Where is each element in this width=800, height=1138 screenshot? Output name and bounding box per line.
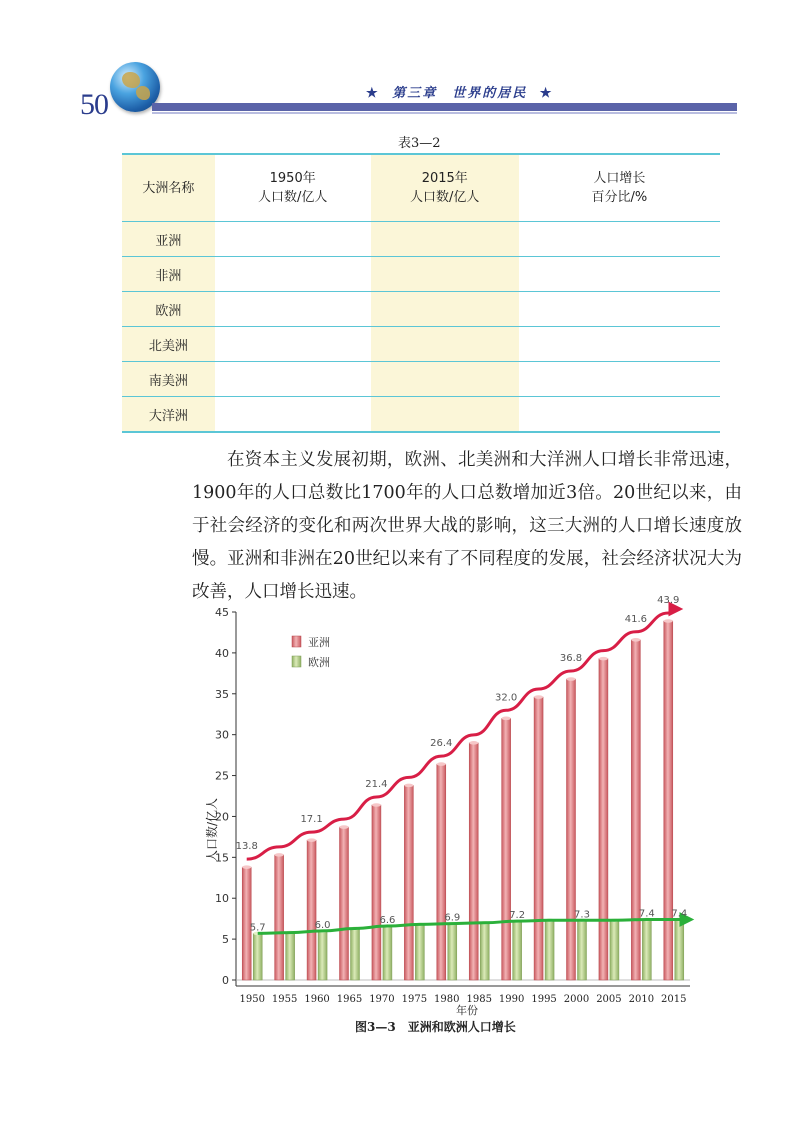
- bar-europe: [675, 919, 684, 980]
- header-2015: 2015年 人口数/亿人: [371, 154, 519, 222]
- legend-swatch: [292, 636, 301, 647]
- asia-data-label: 41.6: [624, 613, 647, 625]
- x-tick-label: 1975: [401, 994, 428, 1005]
- figure-caption: 图3—3 亚洲和欧洲人口增长: [355, 1020, 516, 1034]
- table-header-row: [122, 154, 720, 222]
- europe-data-label: 7.4: [671, 908, 688, 920]
- bar-europe: [480, 923, 489, 980]
- y-tick-label: 20: [215, 810, 229, 824]
- europe-data-label: 6.0: [314, 919, 331, 931]
- x-tick-label: 2010: [628, 994, 655, 1005]
- y-axis-label: 人口数/亿人: [205, 797, 219, 863]
- bar-asia: [502, 718, 511, 980]
- legend-label: 亚洲: [308, 636, 330, 649]
- chapter-title: [360, 82, 559, 101]
- bar-asia-top: [275, 853, 284, 857]
- bar-europe: [318, 931, 327, 980]
- header-bar: [152, 103, 737, 111]
- chapter-label: 第三章 世界的居民: [392, 86, 528, 101]
- bar-asia-top: [469, 741, 478, 745]
- bar-asia: [599, 659, 608, 980]
- x-tick-label: 1995: [531, 994, 557, 1005]
- y-tick-label: 5: [222, 933, 229, 947]
- bar-asia-top: [307, 838, 316, 842]
- y-tick-label: 30: [215, 728, 229, 742]
- header-1950: 1950年 人口数/亿人: [215, 154, 371, 222]
- bar-europe: [610, 920, 619, 980]
- x-tick-label: 2015: [661, 994, 687, 1005]
- header-rule: [152, 112, 737, 114]
- europe-data-label: 7.4: [638, 908, 655, 920]
- table-row: [122, 327, 720, 362]
- bar-asia: [534, 697, 543, 980]
- y-tick-label: 10: [215, 892, 229, 906]
- y-tick-label: 35: [215, 687, 229, 701]
- table-row: [122, 222, 720, 257]
- row-label: 非洲: [122, 257, 215, 292]
- y-tick-label: 0: [222, 974, 229, 987]
- bar-asia-top: [404, 784, 413, 788]
- europe-data-label: 6.6: [379, 915, 396, 927]
- x-tick-label: 1980: [434, 994, 460, 1005]
- bar-europe: [578, 920, 587, 980]
- x-tick-label: 1990: [498, 994, 525, 1005]
- bar-asia-top: [534, 695, 543, 699]
- star-icon: ★: [366, 86, 380, 101]
- bar-europe: [642, 919, 651, 980]
- bar-europe: [513, 921, 522, 980]
- body-paragraph: 在资本主义发展初期，欧洲、北美洲和大洋洲人口增长非常迅速，1900年的人口总数比1700年的人口总数增加近3倍。20世纪以来，由于社会经济的变化和两次世界大战的影响，这三大洲的人口增长速度放慢。亚洲和非洲在20世纪以来有了不同程度的发展，社会经济状况大为改善，人口增长迅速。: [192, 450, 742, 602]
- bar-asia: [340, 827, 349, 980]
- x-tick-label: 1955: [271, 994, 298, 1005]
- bar-asia: [631, 640, 640, 980]
- bar-asia: [275, 855, 284, 980]
- bar-europe: [253, 933, 262, 980]
- europe-data-label: 7.3: [574, 909, 590, 921]
- bar-asia: [469, 743, 478, 980]
- bar-europe: [383, 926, 392, 980]
- asia-data-label: 21.4: [365, 778, 388, 790]
- bar-europe: [448, 924, 457, 980]
- bar-europe: [415, 924, 424, 980]
- row-label: 南美洲: [122, 362, 215, 397]
- bar-asia: [437, 764, 446, 980]
- europe-data-label: 5.7: [249, 922, 266, 934]
- y-tick-label: 15: [215, 851, 229, 865]
- row-label: 北美洲: [122, 327, 215, 362]
- x-tick-label: 1985: [466, 994, 492, 1005]
- bar-asia-top: [502, 717, 511, 721]
- bar-asia: [567, 679, 576, 980]
- y-tick-label: 25: [215, 769, 229, 783]
- asia-data-label: 17.1: [300, 814, 323, 826]
- bar-asia-top: [242, 865, 251, 869]
- bar-asia-top: [567, 677, 576, 681]
- x-tick-label: 2000: [563, 994, 590, 1005]
- x-tick-label: 1970: [369, 994, 395, 1005]
- europe-data-label: 6.9: [444, 912, 461, 924]
- bar-asia-top: [631, 638, 640, 642]
- table-row: [122, 362, 720, 397]
- bar-asia-top: [340, 825, 349, 829]
- bar-asia-top: [437, 762, 446, 766]
- table-caption: 表3—2: [398, 136, 441, 151]
- europe-data-label: 7.2: [509, 910, 526, 922]
- bar-europe: [286, 933, 295, 980]
- page-number: 50: [80, 88, 108, 121]
- x-tick-label: 2005: [596, 994, 622, 1005]
- bar-asia-top: [599, 657, 608, 661]
- x-axis-label: 年份: [456, 1004, 478, 1017]
- bar-asia: [372, 805, 381, 980]
- asia-data-label: 36.8: [559, 653, 583, 665]
- x-tick-label: 1960: [304, 994, 330, 1005]
- x-tick-label: 1965: [336, 994, 363, 1005]
- header-growth: 人口增长 百分比/%: [519, 154, 720, 222]
- legend-label: 欧洲: [308, 656, 330, 669]
- row-label: 欧洲: [122, 292, 215, 327]
- y-tick-label: 45: [215, 606, 229, 619]
- bar-asia: [664, 621, 673, 980]
- row-label: 大洋洲: [122, 397, 215, 433]
- legend-swatch: [292, 656, 301, 667]
- bar-europe: [351, 928, 360, 980]
- bar-asia-top: [372, 803, 381, 807]
- asia-data-label: 32.0: [495, 692, 518, 704]
- y-tick-label: 40: [215, 646, 229, 660]
- population-table: [122, 153, 720, 433]
- bar-asia: [404, 785, 413, 980]
- population-chart: [200, 594, 700, 1017]
- bar-asia: [307, 840, 316, 980]
- asia-data-label: 13.8: [235, 841, 258, 853]
- header-continent: 大洲名称: [122, 154, 215, 222]
- asia-data-label: 26.4: [430, 738, 453, 750]
- star-icon: ★: [539, 86, 554, 101]
- asia-data-label: 43.9: [657, 594, 680, 606]
- table-row: [122, 292, 720, 327]
- table-row: [122, 397, 720, 433]
- x-tick-label: 1950: [239, 994, 265, 1005]
- row-label: 亚洲: [122, 222, 215, 257]
- table-row: [122, 257, 720, 292]
- bar-europe: [545, 920, 554, 980]
- bar-asia-top: [664, 619, 673, 623]
